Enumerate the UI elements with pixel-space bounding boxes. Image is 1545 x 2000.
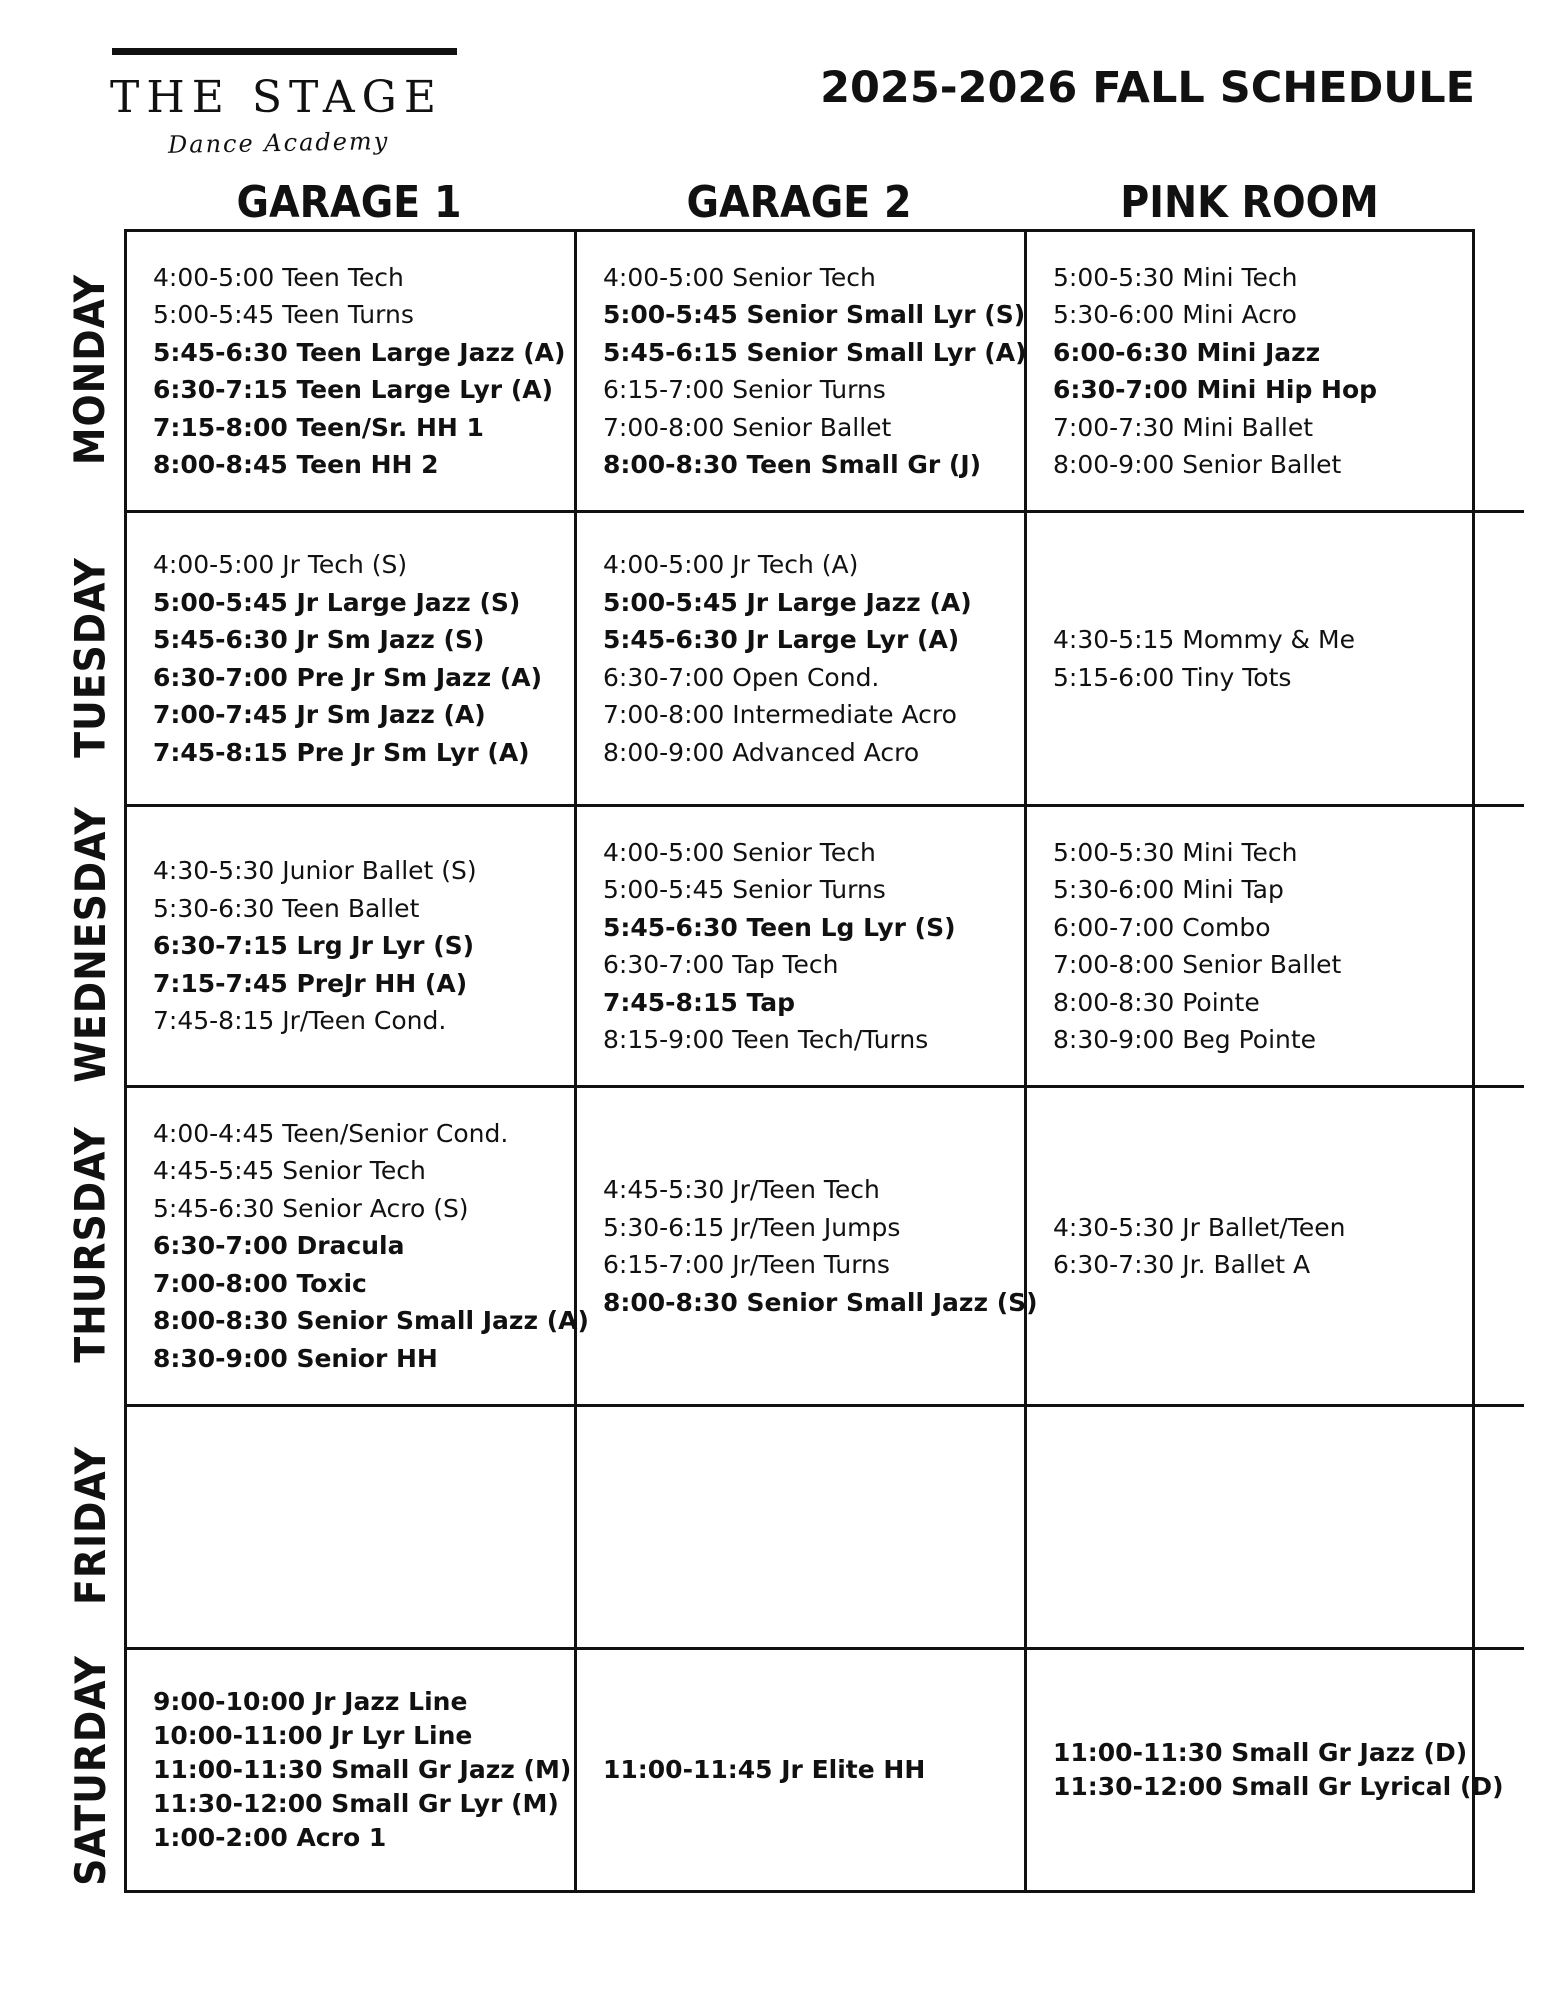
class-entry: 5:00-5:45 Jr Large Jazz (S) — [153, 587, 521, 617]
class-entry: 11:30-12:00 Small Gr Lyr (M) — [153, 1789, 559, 1818]
schedule-grid — [124, 229, 1504, 1893]
cell-wednesday-garage-1 — [127, 807, 577, 1088]
class-entry: 11:30-12:00 Small Gr Lyrical (D) — [1053, 1772, 1504, 1801]
class-entry: 8:00-8:30 Senior Small Jazz (S) — [603, 1287, 1038, 1317]
class-entry: 4:45-5:30 Jr/Teen Tech — [603, 1175, 880, 1204]
class-entry: 7:00-8:00 Senior Ballet — [603, 412, 892, 442]
class-entry: 5:45-6:30 Jr Large Lyr (A) — [603, 625, 960, 654]
class-entry: 4:00-5:00 Jr Tech (A) — [603, 550, 859, 579]
cell-monday-garage-1 — [127, 232, 577, 513]
class-entry: 11:00-11:30 Small Gr Jazz (M) — [153, 1755, 572, 1784]
class-entry: 5:45-6:30 Jr Sm Jazz (S) — [153, 625, 485, 654]
class-entry: 6:30-7:00 Mini Hip Hop — [1053, 375, 1378, 404]
class-entry: 10:00-11:00 Jr Lyr Line — [153, 1721, 473, 1750]
class-entry: 6:30-7:30 Jr. Ballet A — [1053, 1250, 1311, 1279]
day-label-monday: MONDAY — [65, 273, 115, 466]
class-entry: 4:00-5:00 Jr Tech (S) — [153, 550, 408, 579]
logo-tagline: Dance Academy — [167, 127, 390, 159]
class-entry: 5:45-6:15 Senior Small Lyr (A) — [603, 337, 1027, 367]
page-title: 2025-2026 FALL SCHEDULE — [820, 63, 1475, 113]
class-entry: 6:30-7:00 Open Cond. — [603, 662, 880, 692]
class-entry: 11:00-11:30 Small Gr Jazz (D) — [1053, 1738, 1468, 1767]
class-entry: 4:00-4:45 Teen/Senior Cond. — [153, 1118, 509, 1148]
cell-thursday-pink-room — [1027, 1088, 1524, 1407]
class-entry: 7:15-8:00 Teen/Sr. HH 1 — [153, 412, 484, 442]
class-entry: 5:15-6:00 Tiny Tots — [1053, 662, 1292, 692]
class-entry: 8:15-9:00 Teen Tech/Turns — [603, 1025, 929, 1054]
class-entry: 6:00-7:00 Combo — [1053, 912, 1271, 942]
class-entry: 9:00-10:00 Jr Jazz Line — [153, 1687, 468, 1716]
class-entry: 5:00-5:45 Jr Large Jazz (A) — [603, 587, 972, 617]
class-entry: 8:00-8:30 Teen Small Gr (J) — [603, 450, 982, 479]
class-entry: 7:15-7:45 PreJr HH (A) — [153, 968, 468, 998]
class-entry: 5:30-6:30 Teen Ballet — [153, 893, 420, 923]
class-entry: 5:30-6:15 Jr/Teen Jumps — [603, 1212, 901, 1242]
class-entry: 8:00-8:30 Senior Small Jazz (A) — [153, 1306, 589, 1336]
class-entry: 5:30-6:00 Mini Acro — [1053, 300, 1297, 329]
class-entry: 7:45-8:15 Pre Jr Sm Lyr (A) — [153, 737, 530, 767]
class-entry: 5:45-6:30 Teen Large Jazz (A) — [153, 337, 566, 367]
class-entry: 5:00-5:30 Mini Tech — [1053, 262, 1298, 292]
class-entry: 6:30-7:00 Dracula — [153, 1231, 405, 1261]
class-entry: 4:00-5:00 Teen Tech — [153, 262, 404, 292]
class-entry: 11:00-11:45 Jr Elite HH — [603, 1755, 926, 1784]
cell-friday-pink-room — [1027, 1407, 1524, 1650]
class-entry: 4:00-5:00 Senior Tech — [603, 837, 876, 867]
room-header-garage-2: GARAGE 2 — [686, 177, 912, 228]
class-entry: 4:45-5:45 Senior Tech — [153, 1156, 426, 1186]
class-entry: 4:30-5:30 Jr Ballet/Teen — [1053, 1212, 1346, 1242]
class-entry: 7:45-8:15 Tap — [603, 987, 796, 1017]
class-entry: 8:00-8:30 Pointe — [1053, 987, 1260, 1017]
cell-wednesday-pink-room — [1027, 807, 1524, 1088]
class-entry: 5:45-6:30 Senior Acro (S) — [153, 1193, 469, 1223]
class-entry: 6:30-7:00 Pre Jr Sm Jazz (A) — [153, 662, 543, 692]
class-entry: 6:00-6:30 Mini Jazz — [1053, 337, 1321, 367]
cell-saturday-pink-room — [1027, 1650, 1524, 1890]
day-label-wednesday: WEDNESDAY — [65, 806, 115, 1083]
cell-friday-garage-2 — [577, 1407, 1027, 1650]
cell-monday-pink-room — [1027, 232, 1524, 513]
class-entry: 1:00-2:00 Acro 1 — [153, 1823, 387, 1852]
cell-thursday-garage-1 — [127, 1088, 589, 1407]
class-entry: 5:00-5:45 Senior Small Lyr (S) — [603, 300, 1026, 329]
class-entry: 5:45-6:30 Teen Lg Lyr (S) — [603, 912, 956, 942]
day-label-thursday: THURSDAY — [65, 1126, 115, 1363]
class-entry: 4:00-5:00 Senior Tech — [603, 262, 876, 292]
day-label-saturday: SATURDAY — [65, 1654, 115, 1886]
day-label-friday: FRIDAY — [65, 1446, 115, 1605]
class-entry: 7:00-8:00 Senior Ballet — [1053, 950, 1342, 979]
class-entry: 6:15-7:00 Jr/Teen Turns — [603, 1250, 890, 1279]
cell-tuesday-pink-room — [1027, 513, 1524, 807]
class-entry: 8:30-9:00 Senior HH — [153, 1343, 438, 1373]
logo-bar — [112, 48, 457, 55]
cell-wednesday-garage-2 — [577, 807, 1027, 1088]
cell-monday-garage-2 — [577, 232, 1027, 513]
class-entry: 6:15-7:00 Senior Turns — [603, 375, 886, 404]
class-entry: 5:00-5:30 Mini Tech — [1053, 837, 1298, 867]
class-entry: 5:00-5:45 Senior Turns — [603, 875, 886, 904]
class-entry: 5:30-6:00 Mini Tap — [1053, 875, 1284, 904]
cell-saturday-garage-2 — [577, 1650, 1027, 1890]
class-entry: 8:00-8:45 Teen HH 2 — [153, 450, 439, 479]
class-entry: 6:30-7:15 Teen Large Lyr (A) — [153, 375, 554, 404]
logo-wordmark: THE STAGE — [110, 72, 443, 123]
cell-tuesday-garage-1 — [127, 513, 577, 807]
room-header-pink-room: PINK ROOM — [1120, 177, 1379, 228]
day-label-tuesday: TUESDAY — [65, 556, 115, 758]
class-entry: 8:30-9:00 Beg Pointe — [1053, 1025, 1317, 1054]
cell-thursday-garage-2 — [577, 1088, 1038, 1407]
class-entry: 7:00-8:00 Toxic — [153, 1268, 367, 1298]
class-entry: 5:00-5:45 Teen Turns — [153, 300, 414, 329]
class-entry: 7:00-8:00 Intermediate Acro — [603, 700, 957, 729]
class-entry: 7:00-7:30 Mini Ballet — [1053, 412, 1314, 442]
cell-tuesday-garage-2 — [577, 513, 1027, 807]
class-entry: 4:30-5:30 Junior Ballet (S) — [153, 856, 477, 886]
class-entry: 8:00-9:00 Advanced Acro — [603, 737, 920, 767]
class-entry: 7:45-8:15 Jr/Teen Cond. — [153, 1006, 447, 1036]
class-entry: 6:30-7:00 Tap Tech — [603, 950, 839, 979]
cell-saturday-garage-1 — [127, 1650, 577, 1890]
room-header-garage-1: GARAGE 1 — [236, 177, 462, 228]
class-entry: 6:30-7:15 Lrg Jr Lyr (S) — [153, 931, 475, 961]
cell-friday-garage-1 — [127, 1407, 577, 1650]
class-entry: 7:00-7:45 Jr Sm Jazz (A) — [153, 700, 486, 729]
class-entry: 4:30-5:15 Mommy & Me — [1053, 625, 1355, 654]
class-entry: 8:00-9:00 Senior Ballet — [1053, 450, 1342, 479]
